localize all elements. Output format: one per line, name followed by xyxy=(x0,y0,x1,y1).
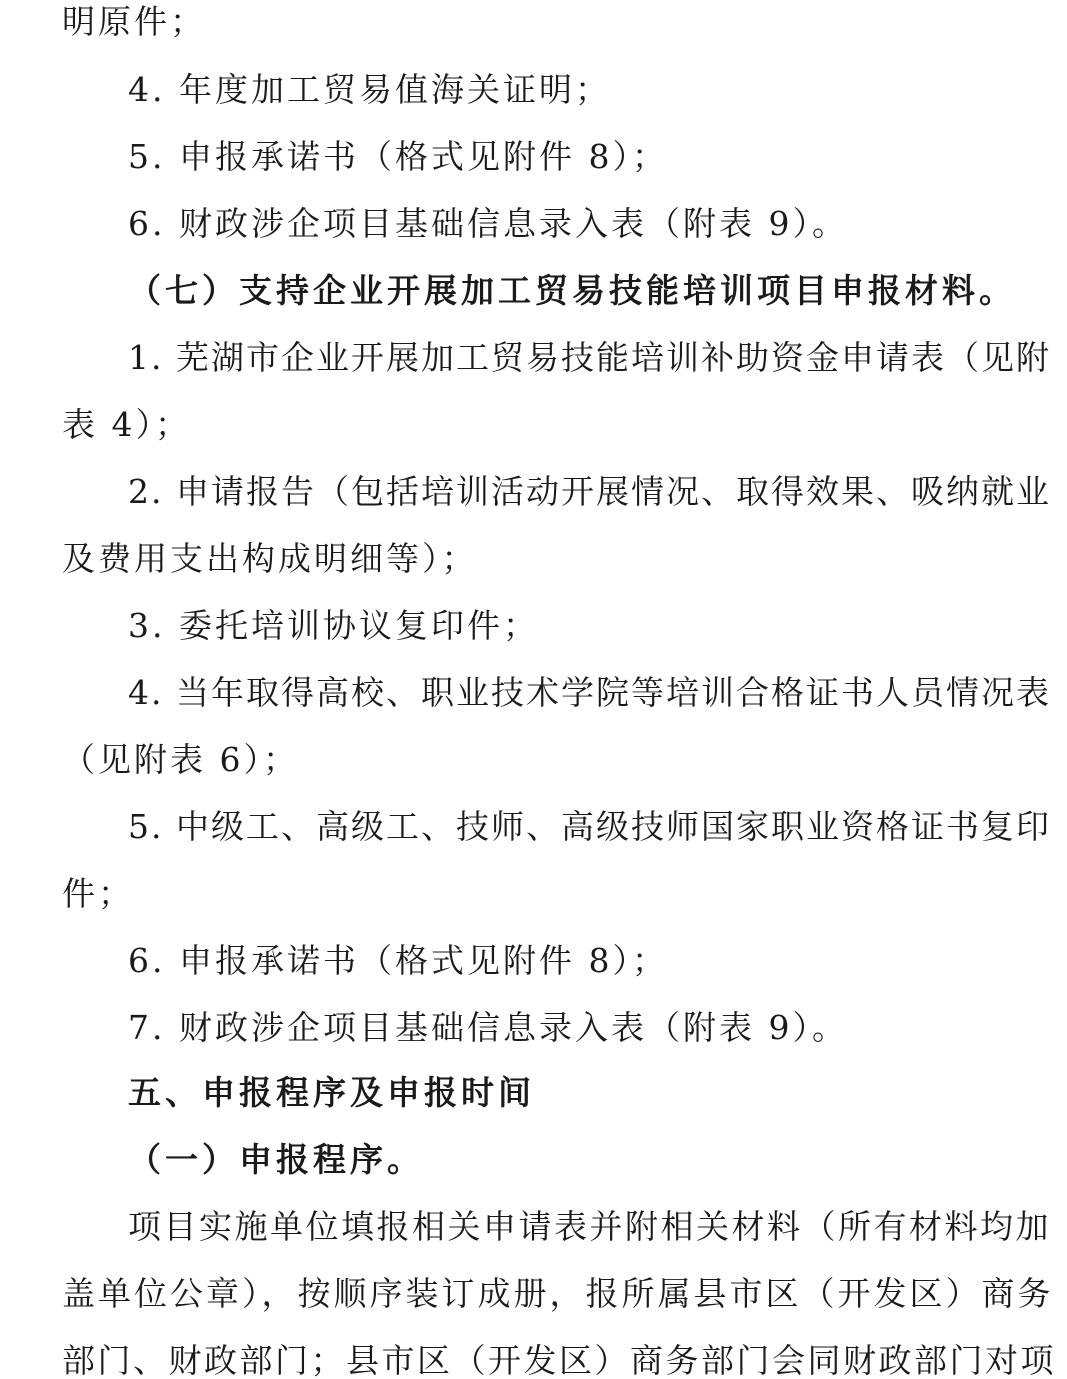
chapter-heading: 五、申报程序及申报时间 xyxy=(128,1073,535,1112)
list-item: 4. 当年取得高校、职业技术学院等培训合格证书人员情况表 xyxy=(128,673,1051,712)
list-item: 3. 委托培训协议复印件； xyxy=(128,606,539,645)
list-item: 6. 财政涉企项目基础信息录入表（附表 9）。 xyxy=(128,204,848,243)
list-item: 2. 申请报告（包括培训活动开展情况、取得效果、吸纳就业 xyxy=(128,472,1051,511)
list-item: 6. 申报承诺书（格式见附件 8）； xyxy=(128,941,668,980)
list-item: 1. 芜湖市企业开展加工贸易技能培训补助资金申请表（见附 xyxy=(128,338,1051,377)
list-item: 5. 中级工、高级工、技师、高级技师国家职业资格证书复印 xyxy=(128,807,1051,846)
text-line: 表 4）； xyxy=(62,405,191,444)
paragraph-line: 部门、财政部门；县市区（开发区）商务部门会同财政部门对项 xyxy=(62,1341,1056,1379)
text-line: 及费用支出构成明细等）； xyxy=(62,539,478,578)
text-line: （见附表 6）； xyxy=(62,740,299,779)
section-heading: （一）申报程序。 xyxy=(128,1140,424,1179)
text-line: 件； xyxy=(62,874,134,913)
section-heading: （七）支持企业开展加工贸易技能培训项目申报材料。 xyxy=(128,271,1016,310)
list-item: 4. 年度加工贸易值海关证明； xyxy=(128,70,611,109)
text-line: 明原件； xyxy=(62,2,206,41)
paragraph-line: 盖单位公章），按顺序装订成册，报所属县市区（开发区）商务 xyxy=(62,1274,1054,1313)
list-item: 7. 财政涉企项目基础信息录入表（附表 9）。 xyxy=(128,1008,848,1047)
paragraph-line: 项目实施单位填报相关申请表并附相关材料（所有材料均加 xyxy=(128,1207,1051,1246)
list-item: 5. 申报承诺书（格式见附件 8）； xyxy=(128,137,668,176)
